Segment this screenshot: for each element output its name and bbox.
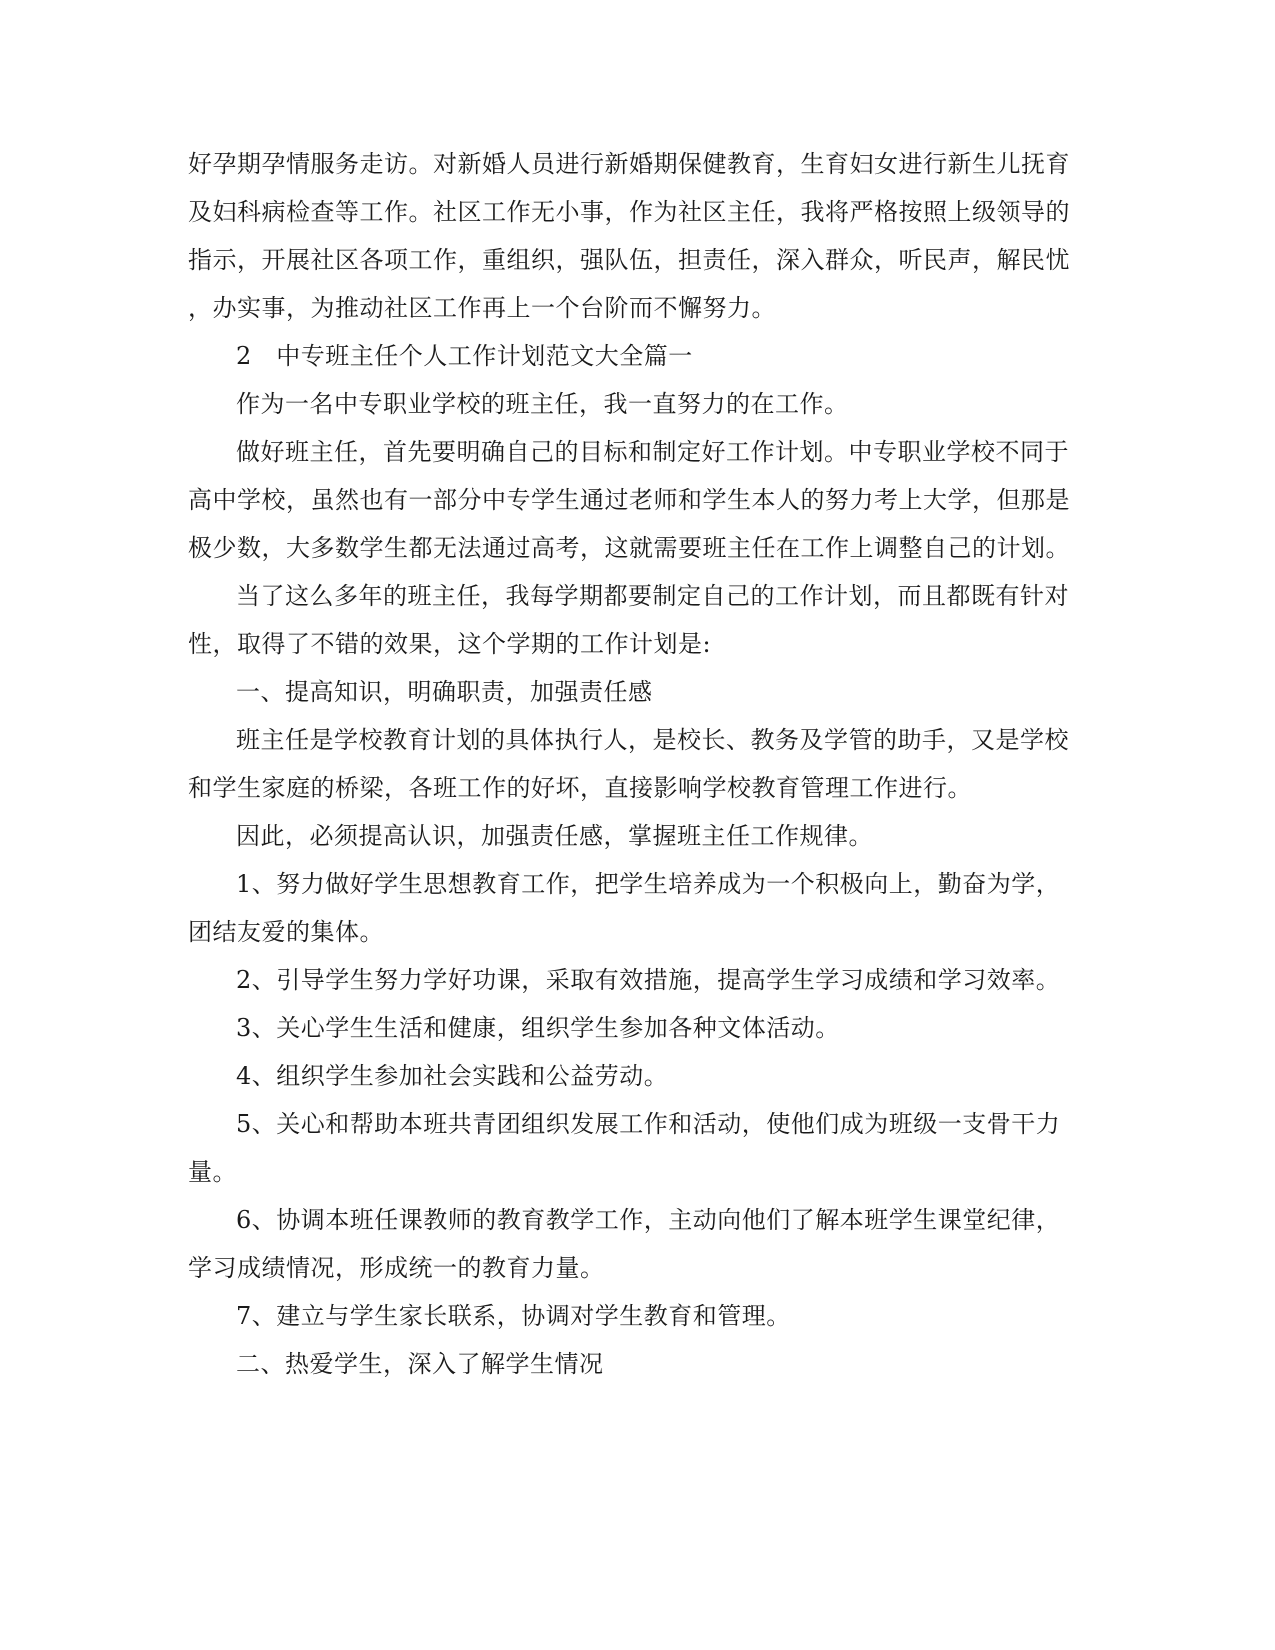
list-item-continuation: 量。: [188, 1158, 237, 1186]
text-line: 及妇科病检查等工作。社区工作无小事，作为社区主任，我将严格按照上级领导的: [188, 198, 1070, 226]
list-item: 2、引导学生努力学好功课，采取有效措施，提高学生学习成绩和学习效率。: [236, 966, 1061, 994]
list-item: 6、协调本班任课教师的教育教学工作，主动向他们了解本班学生课堂纪律，: [236, 1206, 1061, 1234]
text-line: 作为一名中专职业学校的班主任，我一直努力的在工作。: [236, 390, 849, 418]
text-line: 极少数，大多数学生都无法通过高考，这就需要班主任在工作上调整自己的计划。: [188, 534, 1070, 562]
section-heading: 2 中专班主任个人工作计划范文大全篇一: [236, 342, 693, 370]
text-line: 高中学校，虽然也有一部分中专学生通过老师和学生本人的努力考上大学，但那是: [188, 486, 1070, 514]
list-item: 5、关心和帮助本班共青团组织发展工作和活动，使他们成为班级一支骨干力: [236, 1110, 1061, 1138]
list-item: 4、组织学生参加社会实践和公益劳动。: [236, 1062, 669, 1090]
text-line: 和学生家庭的桥梁，各班工作的好坏，直接影响学校教育管理工作进行。: [188, 774, 972, 802]
text-line: 性，取得了不错的效果，这个学期的工作计划是:: [188, 630, 712, 658]
list-item: 3、关心学生生活和健康，组织学生参加各种文体活动。: [236, 1014, 840, 1042]
subsection-heading: 二、热爱学生，深入了解学生情况: [236, 1350, 604, 1378]
text-line: 指示，开展社区各项工作，重组织，强队伍，担责任，深入群众，听民声，解民忧: [188, 246, 1070, 274]
text-line: 做好班主任，首先要明确自己的目标和制定好工作计划。中专职业学校不同于: [236, 438, 1069, 466]
subsection-heading: 一、提高知识，明确职责，加强责任感: [236, 678, 653, 706]
text-line: 当了这么多年的班主任，我每学期都要制定自己的工作计划，而且都既有针对: [236, 582, 1069, 610]
text-line: 因此，必须提高认识，加强责任感，掌握班主任工作规律。: [236, 822, 873, 850]
text-line: ，办实事，为推动社区工作再上一个台阶而不懈努力。: [188, 294, 776, 322]
text-line: 班主任是学校教育计划的具体执行人，是校长、教务及学管的助手，又是学校: [236, 726, 1069, 754]
list-item: 1、努力做好学生思想教育工作，把学生培养成为一个积极向上，勤奋为学，: [236, 870, 1061, 898]
list-item: 7、建立与学生家长联系，协调对学生教育和管理。: [236, 1302, 791, 1330]
document-page: [188, 140, 1093, 1388]
text-line: 好孕期孕情服务走访。对新婚人员进行新婚期保健教育，生育妇女进行新生儿抚育: [188, 150, 1070, 178]
list-item-continuation: 团结友爱的集体。: [188, 918, 384, 946]
list-item-continuation: 学习成绩情况，形成统一的教育力量。: [188, 1254, 605, 1282]
